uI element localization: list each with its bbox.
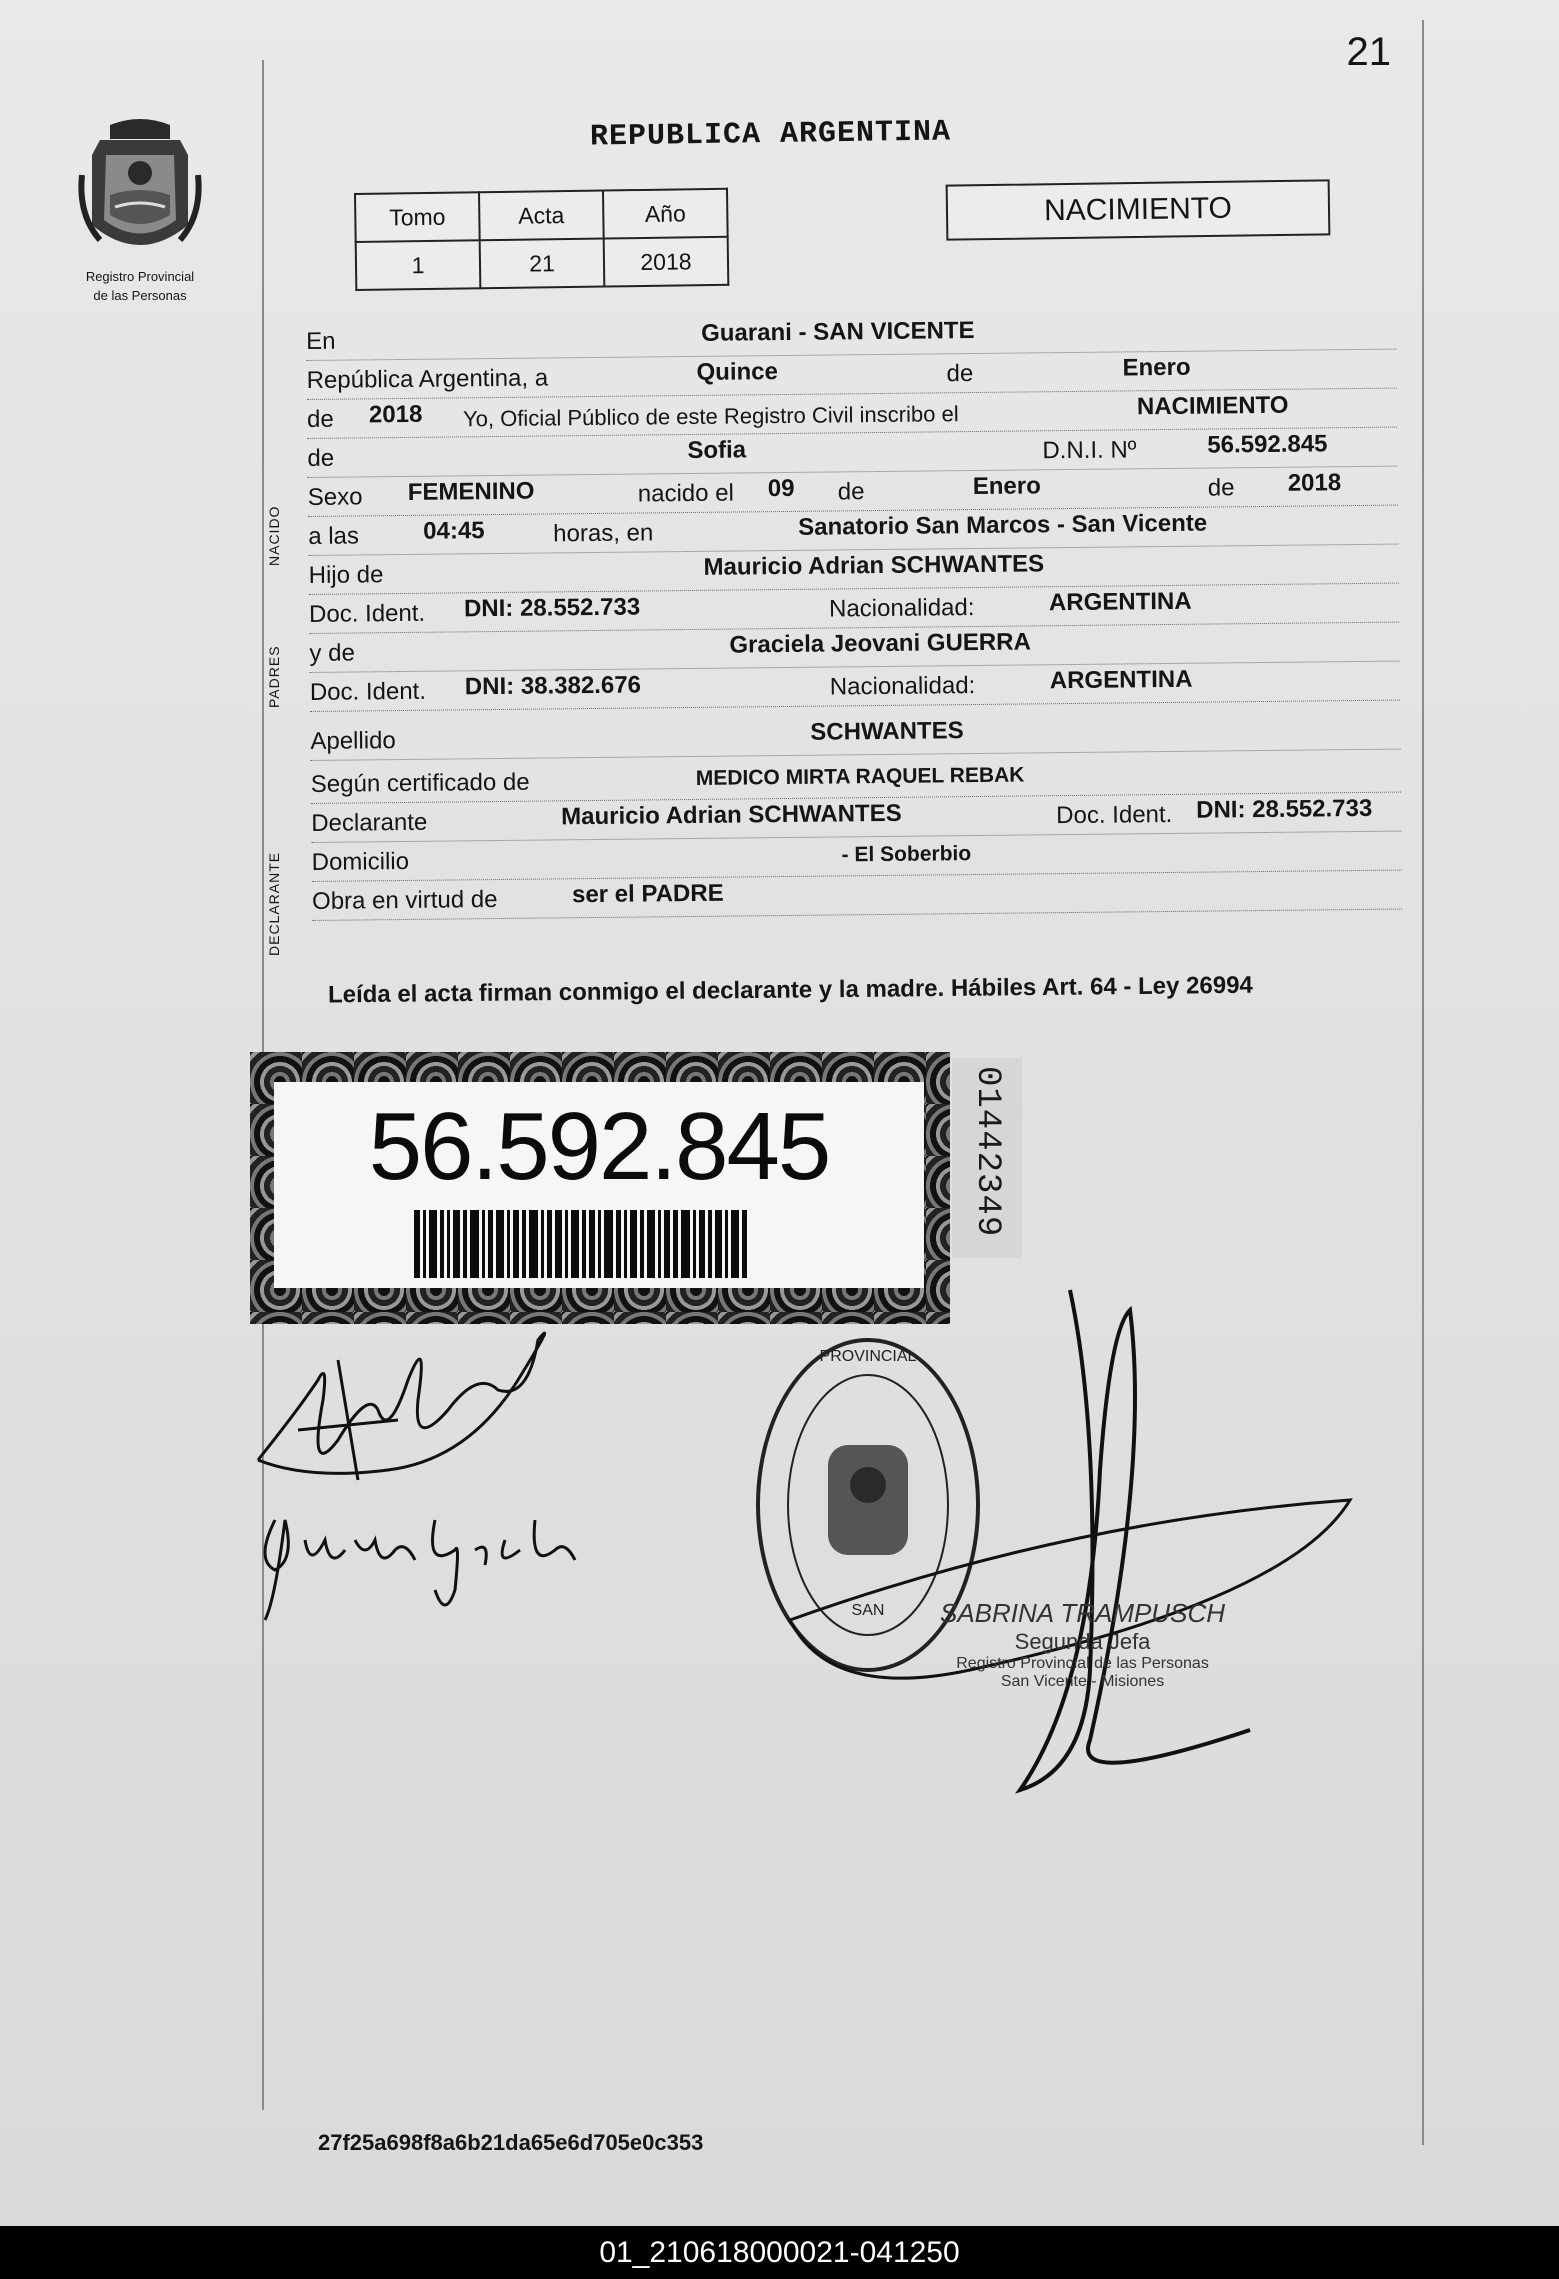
official-name: SABRINA TRAMPUSCH xyxy=(940,1598,1226,1628)
document-hash: 27f25a698f8a6b21da65e6d705e0c353 xyxy=(318,2130,704,2155)
right-margin-line xyxy=(1422,20,1424,2145)
value-certificado: MEDICO MIRTA RAQUEL REBAK xyxy=(695,763,1025,790)
value-nacido-day: 09 xyxy=(767,474,795,503)
official-location: San Vicente - Misiones xyxy=(1000,1673,1165,1690)
value-madre-doc: DNI: 38.382.676 xyxy=(464,671,642,701)
value-dni: 56.592.845 xyxy=(1207,430,1328,459)
page-number: 21 xyxy=(1346,30,1391,74)
barcode xyxy=(414,1210,784,1278)
sticker-label xyxy=(274,1082,924,1288)
register-table xyxy=(354,188,729,291)
label-certificado: Según certificado de xyxy=(310,768,530,798)
value-year: 2018 xyxy=(368,400,423,429)
value-day: Quince xyxy=(696,358,779,386)
label-de5: de xyxy=(1207,474,1235,502)
coat-of-arms-icon xyxy=(70,115,210,265)
side-label-declarante: DECLARANTE xyxy=(266,851,282,956)
value-madre-nac: ARGENTINA xyxy=(1049,665,1193,695)
label-de4: de xyxy=(837,478,865,506)
value-lugar: Sanatorio San Marcos - San Vicente xyxy=(798,509,1208,541)
registry-logo xyxy=(60,115,220,303)
value-nacido-month: Enero xyxy=(972,472,1041,501)
document-title: REPUBLICA ARGENTINA xyxy=(589,115,952,155)
birth-record-form xyxy=(306,311,1402,921)
value-nacido-year: 2018 xyxy=(1287,469,1342,497)
label-decl-doc: Doc. Ident. xyxy=(1056,800,1173,830)
sticker-number: 56.592.845 xyxy=(368,1093,830,1200)
logo-caption-1: Registro Provincial xyxy=(85,269,195,284)
act-type-box: NACIMIENTO xyxy=(946,179,1331,240)
value-apellido: SCHWANTES xyxy=(810,717,964,746)
label-dni: D.N.I. Nº xyxy=(1042,436,1137,465)
value-sexo: FEMENINO xyxy=(407,477,535,506)
side-label-nacido: NACIDO xyxy=(266,505,282,566)
value-en: Guarani - SAN VICENTE xyxy=(700,317,975,347)
official-office: Registro Provincial de las Personas xyxy=(956,1655,1209,1672)
value-decl-doc: DNI: 28.552.733 xyxy=(1196,794,1373,824)
svg-text:PROVINCIAL: PROVINCIAL xyxy=(819,1348,917,1365)
label-domicilio: Domicilio xyxy=(311,847,410,876)
side-label-padres: PADRES xyxy=(266,645,282,708)
header-anio: Año xyxy=(603,189,728,239)
label-en: En xyxy=(306,327,336,355)
label-alas: a las xyxy=(308,522,360,550)
header-acta: Acta xyxy=(479,191,604,241)
official-stamp xyxy=(940,1598,1225,1691)
official-role: Segunda Jefa xyxy=(1014,1629,1151,1654)
footer-bar: 01_210618000021-041250 xyxy=(0,2226,1559,2279)
mother-signature xyxy=(255,1480,585,1640)
value-declarante: Mauricio Adrian SCHWANTES xyxy=(561,799,902,831)
label-doc2: Doc. Ident. xyxy=(309,677,427,706)
value-padre-nac: ARGENTINA xyxy=(1048,587,1192,617)
label-nac: Nacionalidad: xyxy=(828,594,975,623)
value-tomo: 1 xyxy=(356,240,481,290)
label-yde: y de xyxy=(309,639,355,667)
value-month: Enero xyxy=(1122,353,1191,382)
label-apellido: Apellido xyxy=(310,727,396,755)
label-de: de xyxy=(946,360,974,388)
logo-caption-2: de las Personas xyxy=(93,288,187,303)
value-inscribo: NACIMIENTO xyxy=(1136,391,1289,421)
label-obra: Obra en virtud de xyxy=(311,886,498,915)
value-madre: Graciela Jeovani GUERRA xyxy=(729,628,1031,659)
register-value-row xyxy=(356,237,729,290)
value-anio: 2018 xyxy=(604,237,729,287)
label-de2: de xyxy=(306,405,334,433)
value-hora: 04:45 xyxy=(423,517,485,545)
header-tomo: Tomo xyxy=(355,192,480,242)
label-hijo: Hijo de xyxy=(308,561,384,589)
value-padre-doc: DNI: 28.552.733 xyxy=(463,593,641,623)
label-declarante: Declarante xyxy=(311,808,428,837)
svg-text:SAN: SAN xyxy=(851,1602,885,1619)
label-nacido: nacido el xyxy=(637,479,735,508)
closing-note: Leída el acta firman conmigo el declarante y la madre. Hábiles Art. 64 - Ley 26994 xyxy=(327,971,1253,1009)
value-obra: ser el PADRE xyxy=(571,879,724,909)
label-oficial: Yo, Oficial Público de este Registro Civil inscribo el xyxy=(462,401,959,432)
value-acta: 21 xyxy=(480,239,605,289)
sticker-serial-text: 01442349 xyxy=(968,1066,1006,1238)
label-doc: Doc. Ident. xyxy=(308,599,426,628)
label-sexo: Sexo xyxy=(307,483,363,511)
value-name: Sofia xyxy=(687,436,747,465)
value-padre: Mauricio Adrian SCHWANTES xyxy=(703,550,1045,581)
sticker-serial xyxy=(952,1058,1022,1258)
official-signature xyxy=(770,1270,1370,1810)
label-horas: horas, en xyxy=(553,519,654,548)
register-header-row xyxy=(355,189,728,242)
value-domicilio: - El Soberbio xyxy=(841,842,972,867)
label-republica: República Argentina, a xyxy=(306,364,549,394)
label-nac2: Nacionalidad: xyxy=(829,672,976,701)
label-de3: de xyxy=(307,444,335,472)
